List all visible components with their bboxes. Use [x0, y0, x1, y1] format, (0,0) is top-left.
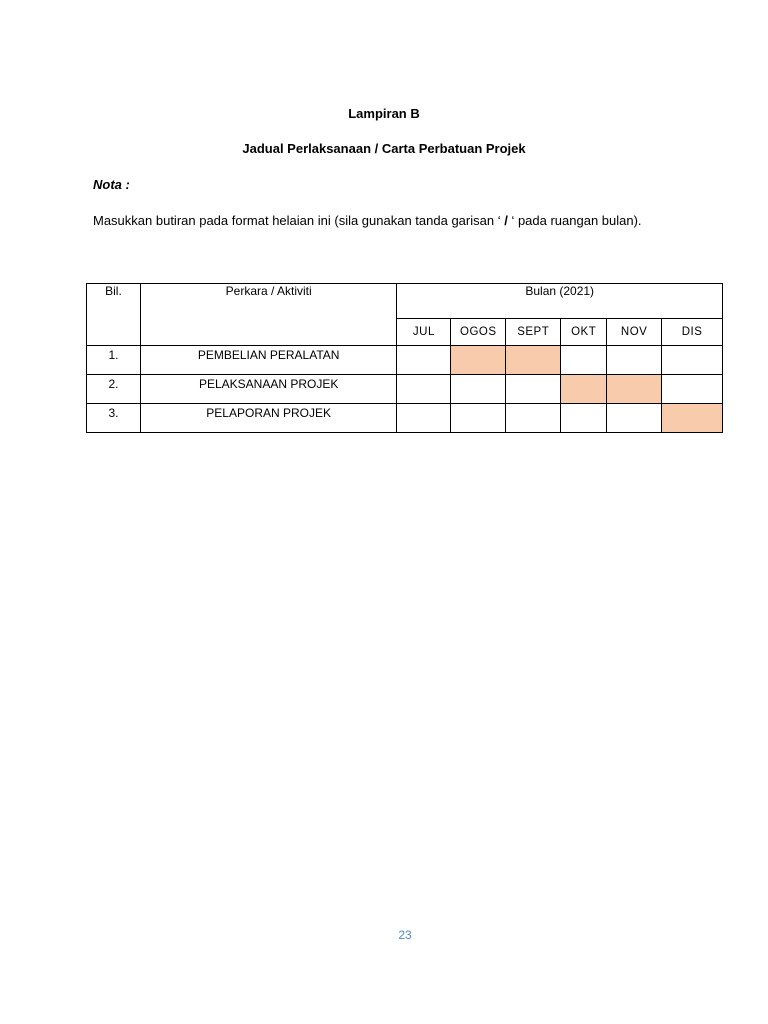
month-cell [662, 375, 723, 404]
row-activity: PEMBELIAN PERALATAN [140, 346, 397, 375]
header-months-group: Bulan (2021) [397, 284, 723, 319]
month-cell [662, 346, 723, 375]
month-cell [397, 375, 451, 404]
month-cell [397, 404, 451, 433]
month-cell [451, 404, 506, 433]
note-label: Nota : [93, 177, 130, 192]
month-cell [506, 375, 561, 404]
month-cell [561, 375, 607, 404]
month-cell [397, 346, 451, 375]
row-number: 3. [87, 404, 141, 433]
month-header: OGOS [451, 319, 506, 346]
month-header: NOV [607, 319, 662, 346]
month-cell [607, 404, 662, 433]
row-activity: PELAPORAN PROJEK [140, 404, 397, 433]
table-header-row [87, 284, 723, 319]
month-cell [451, 375, 506, 404]
month-cell [506, 346, 561, 375]
month-header: JUL [397, 319, 451, 346]
month-cell [662, 404, 723, 433]
row-number: 1. [87, 346, 141, 375]
month-header: SEPT [506, 319, 561, 346]
page-number: 23 [398, 928, 412, 942]
instruction-text-start: Masukkan butiran pada format helaian ini (sila gunakan tanda garisan ‘ [93, 213, 505, 228]
month-cell [506, 404, 561, 433]
month-header: OKT [561, 319, 607, 346]
instruction-text [93, 212, 683, 230]
instruction-text-end: ‘ pada ruangan bulan). [507, 213, 642, 228]
table-row [87, 346, 723, 375]
month-cell [451, 346, 506, 375]
month-cell [561, 404, 607, 433]
month-cell [561, 346, 607, 375]
appendix-title: Lampiran B [348, 106, 420, 121]
header-no: Bil. [87, 284, 141, 346]
month-header: DIS [662, 319, 723, 346]
row-activity: PELAKSANAAN PROJEK [140, 375, 397, 404]
month-cell [607, 346, 662, 375]
table-row [87, 375, 723, 404]
table-row [87, 404, 723, 433]
slash-mark: / [504, 213, 508, 228]
month-cell [607, 375, 662, 404]
document-title: Jadual Perlaksanaan / Carta Perbatuan Projek [242, 141, 526, 156]
schedule-table [86, 283, 723, 433]
row-number: 2. [87, 375, 141, 404]
header-activity: Perkara / Aktiviti [140, 284, 397, 346]
